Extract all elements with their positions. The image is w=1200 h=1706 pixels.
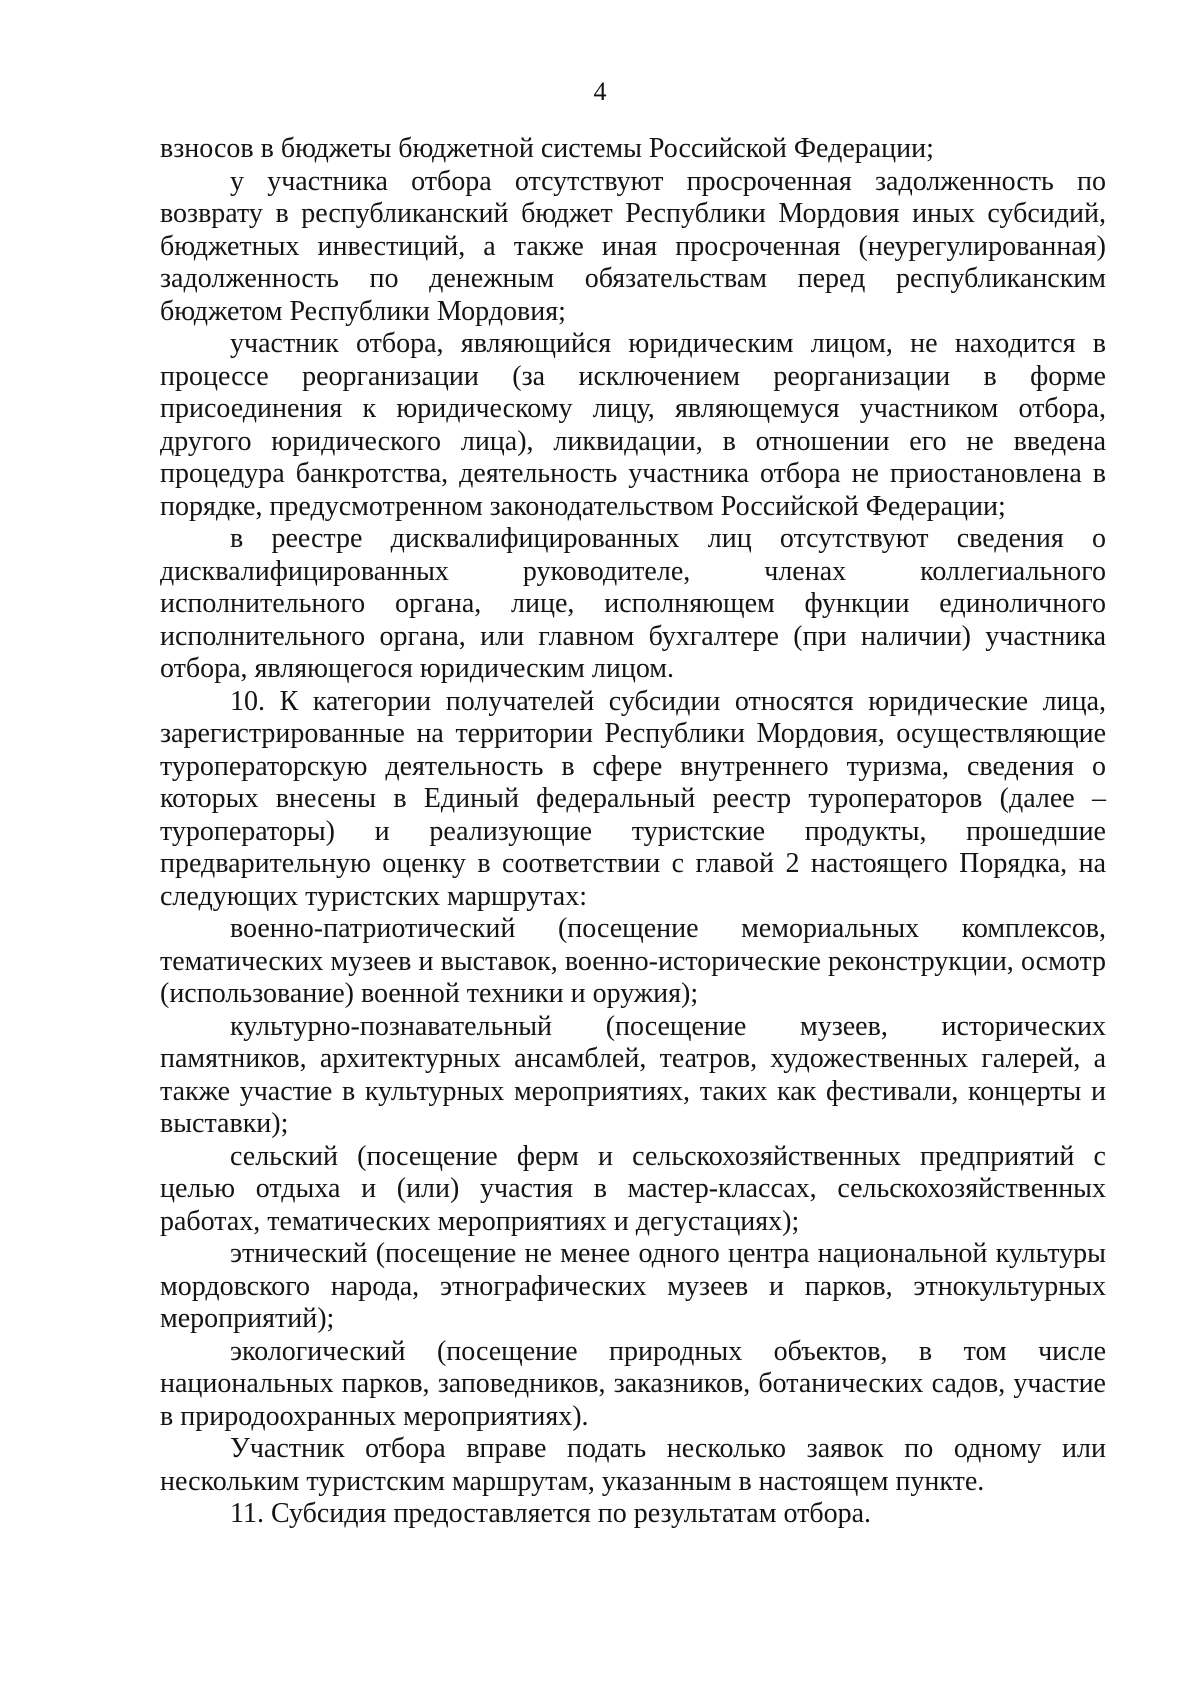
paragraph-item-10: 10. К категории получателей субсидии относятся юридические лица, зарегистрированные на территории Республики Мордовия, осуществляющие туроператорскую деятельность в сфере внутреннего туризма, сведения о которых внесены в Единый федеральный реестр туроператоров (далее – туроператоры) и реализующие туристские продукты, прошедшие предварительную оценку в соответствии с главой 2 настоящего Порядка, на следующих туристских маршрутах: [160,685,1106,912]
route-ecological: экологический (посещение природных объектов, в том числе национальных парков, заповедников, заказников, ботанических садов, участие в природоохранных мероприятиях). [160,1335,1106,1432]
route-ethnic: этнический (посещение не менее одного центра национальной культуры мордовского народа, этнографических музеев и парков, этнокультурных мероприятий); [160,1238,1106,1334]
paragraph-reorganization: участник отбора, являющийся юридическим лицом, не находится в процессе реорганизации (за исключением реорганизации в форме присоединения к юридическому лицу, являющемуся участником отбора, другого юридического лица), ликвидации, в отношении его не введена процедура банкротства, деятельность участника отбора не приостановлена в порядке, предусмотренном законодательством Российской Федерации; [160,328,1106,522]
paragraph-continuation: взносов в бюджеты бюджетной системы Российской Федерации; [160,133,934,164]
paragraph-item-11: 11. Субсидия предоставляется по результатам отбора. [230,1498,871,1529]
page-number: 4 [593,77,607,106]
paragraph-disqualified-registry: в реестре дисквалифицированных лиц отсутствуют сведения о дисквалифицированных руководителе, членах коллегиального исполнительного органа, лице, исполняющем функции единоличного исполнительного органа, или главном бухгалтере (при наличии) участника отбора, являющегося юридическим лицом. [160,523,1106,684]
document-body [160,133,1106,1531]
route-military-patriotic: военно-патриотический (посещение мемориальных комплексов, тематических музеев и выставок, военно-исторические реконструкции, осмотр (использование) военной техники и оружия); [160,913,1106,1009]
route-rural: сельский (посещение ферм и сельскохозяйственных предприятий с целью отдыха и (или) участия в мастер-классах, сельскохозяйственных работах, тематических мероприятиях и дегустациях); [160,1140,1106,1237]
paragraph-multiple-applications: Участник отбора вправе подать несколько заявок по одному или нескольким туристским маршрутам, указанным в настоящем пункте. [160,1433,1106,1497]
paragraph-overdue-debt: у участника отбора отсутствуют просроченная задолженность по возврату в республиканский бюджет Республики Мордовия иных субсидий, бюджетных инвестиций, а также иная просроченная (неурегулированная) задолженность по денежным обязательствам перед республиканским бюджетом Республики Мордовия; [160,165,1106,327]
route-cultural-educational: культурно-познавательный (посещение музеев, исторических памятников, архитектурных ансамблей, театров, художественных галерей, а также участие в культурных мероприятиях, таких как фестивали, концерты и выставки); [160,1010,1106,1139]
